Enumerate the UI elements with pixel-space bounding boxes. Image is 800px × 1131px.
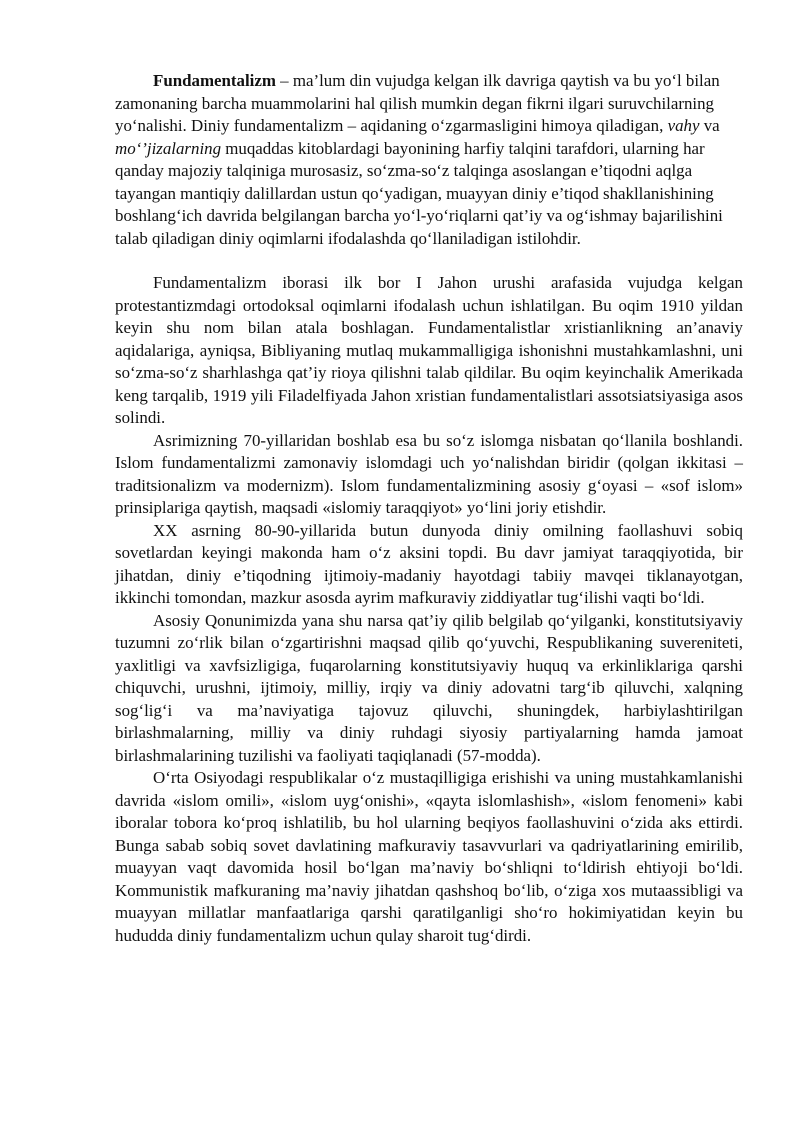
paragraph-definition [115, 70, 743, 250]
paragraph-islam: Asrimizning 70-yillaridan boshlab esa bu so‘z islomga nisbatan qo‘llanila boshlandi. Islom fundamentalizmi zamonaviy islomdagi uch yo‘nalishdan biridir (qolgan ikkitasi – traditsionalizm va modernizm). Islom fundamentalizmining asosiy g‘oyasi – «sof islom» prinsiplariga qaytish, maqsadi «islomiy taraqqiyot» yo‘lini joriy etishdir. [115, 430, 743, 517]
paragraph-central-asia: O‘rta Osiyodagi respublikalar o‘z mustaqilligiga erishishi va uning mustahkamlanishi davrida «islom omili», «islom uyg‘onishi», «qayta islomlashish», «islom fenomeni» kabi iboralar tobora ko‘proq ishlatilib, bu hol ularning beqiyos faollashuvini o‘zida aks ettirdi. Bunga sabab sobiq sovet davlatining mafkuraviy tasavvurlari va qadriyatlarining emirilib, muayyan vaqt davomida hosil bo‘lgan ma’naviy bo‘shliqni to‘ldirish ehtiyoji bo‘ldi. Kommunistik mafkuraning ma’naviy jihatdan qashshoq bo‘lib, o‘ziga xos mutaassibligi va muayyan millatlar manfaatlariga qarshi qaratilganligi sho‘ro hokimiyatidan keyin bu hududda diniy fundamentalizm uchun qulay sharoit tug‘dirdi. [115, 768, 743, 945]
paragraph-history: Fundamentalizm iborasi ilk bor I Jahon urushi arafasida vujudga kelgan protestantizmdagi ortodoksal oqimlarni ifodalash uchun ishlatilgan. Bu oqim 1910 yildan keyin shu nom bilan atala boshlagan. Fundamentalistlar xristianlikning an’anaviy aqidalariga, ayniqsa, Bibliyaning mutlaq mukammalligiga ishonishni mustahkamlashni, uni so‘zma-so‘z sharhlashga qat’iy rioya qilishni talab qildilar. Bu oqim keyinchalik Amerikada keng tarqalib, 1919 yili Filadelfiyada Jahon xristian fundamentalistlari assotsiatsiyasiga asos solindi. [115, 273, 743, 427]
paragraph-gap [115, 250, 743, 272]
definition-text-1: – ma’lum din vujudga kelgan ilk davriga qaytish va bu yo‘l bilan zamonaning barcha muammolarini hal qilish mumkin degan fikrni ilgari suruvchilarning yo‘nalishi. Diniy fundamentalizm – aqidaning o‘zgarmasligini himoya qiladigan, [115, 71, 720, 135]
italic-word-2: mo‘’jizalarning [115, 138, 222, 158]
definition-text-2: va [699, 116, 720, 135]
italic-word-1: vahy [667, 116, 700, 135]
definition-text-3: muqaddas kitoblardagi bayonining harfiy talqini tarafdori, ularning har qanday majoziy talqiniga murosasiz, so‘zma-so‘z talqinga asoslangan e’tiqodni aqlga tayangan mantiqiy dalillardan ustun qo‘yadigan, muayyan diniy e’tiqod shakllanishining boshlang‘ich davrida belgilangan barcha yo‘l-yo‘riqlarni qat’iy va og‘ishmay bajarilishini talab qiladigan diniy oqimlarni ifodalashda qo‘llaniladigan istilohdir. [115, 138, 723, 248]
paragraph-constitution: Asosiy Qonunimizda yana shu narsa qat’iy qilib belgilab qo‘yilganki, konstitutsiyaviy tuzumni zo‘rlik bilan o‘zgartirishni maqsad qilib qo‘yuvchi, Respublikaning suvereniteti, yaxlitligi va xavfsizligiga, fuqarolarning konstitutsiyaviy huquq va erkinliklariga qarshi chiquvchi, urushni, ijtimoiy, milliy, irqiy va diniy adovatni targ‘ib qiluvchi, xalqning sog‘lig‘i va ma’naviyatiga tajovuz qiluvchi, shuningdek, harbiylashtirilgan birlashmalarning, milliy va diniy ruhdagi siyosiy partiyalarning hamda jamoat birlashmalarining tuzilishi va faoliyati taqiqlanadi (57-modda). [115, 610, 743, 765]
term-bold: Fundamentalizm [153, 71, 276, 90]
paragraph-post-soviet: XX asrning 80-90-yillarida butun dunyoda diniy omilning faollashuvi sobiq sovetlardan keyingi makonda ham o‘z aksini topdi. Bu davr jamiyat taraqqiyotida, bir jihatdan, diniy e’tiqodning ijtimoiy-madaniy hayotdagi tabiiy mavqei tiklanayotgan, ikkinchi tomondan, mazkur asosda ayrim mafkuraviy ziddiyatlar tug‘ilishi vaqti bo‘ldi. [115, 520, 743, 607]
document-page [115, 70, 743, 947]
